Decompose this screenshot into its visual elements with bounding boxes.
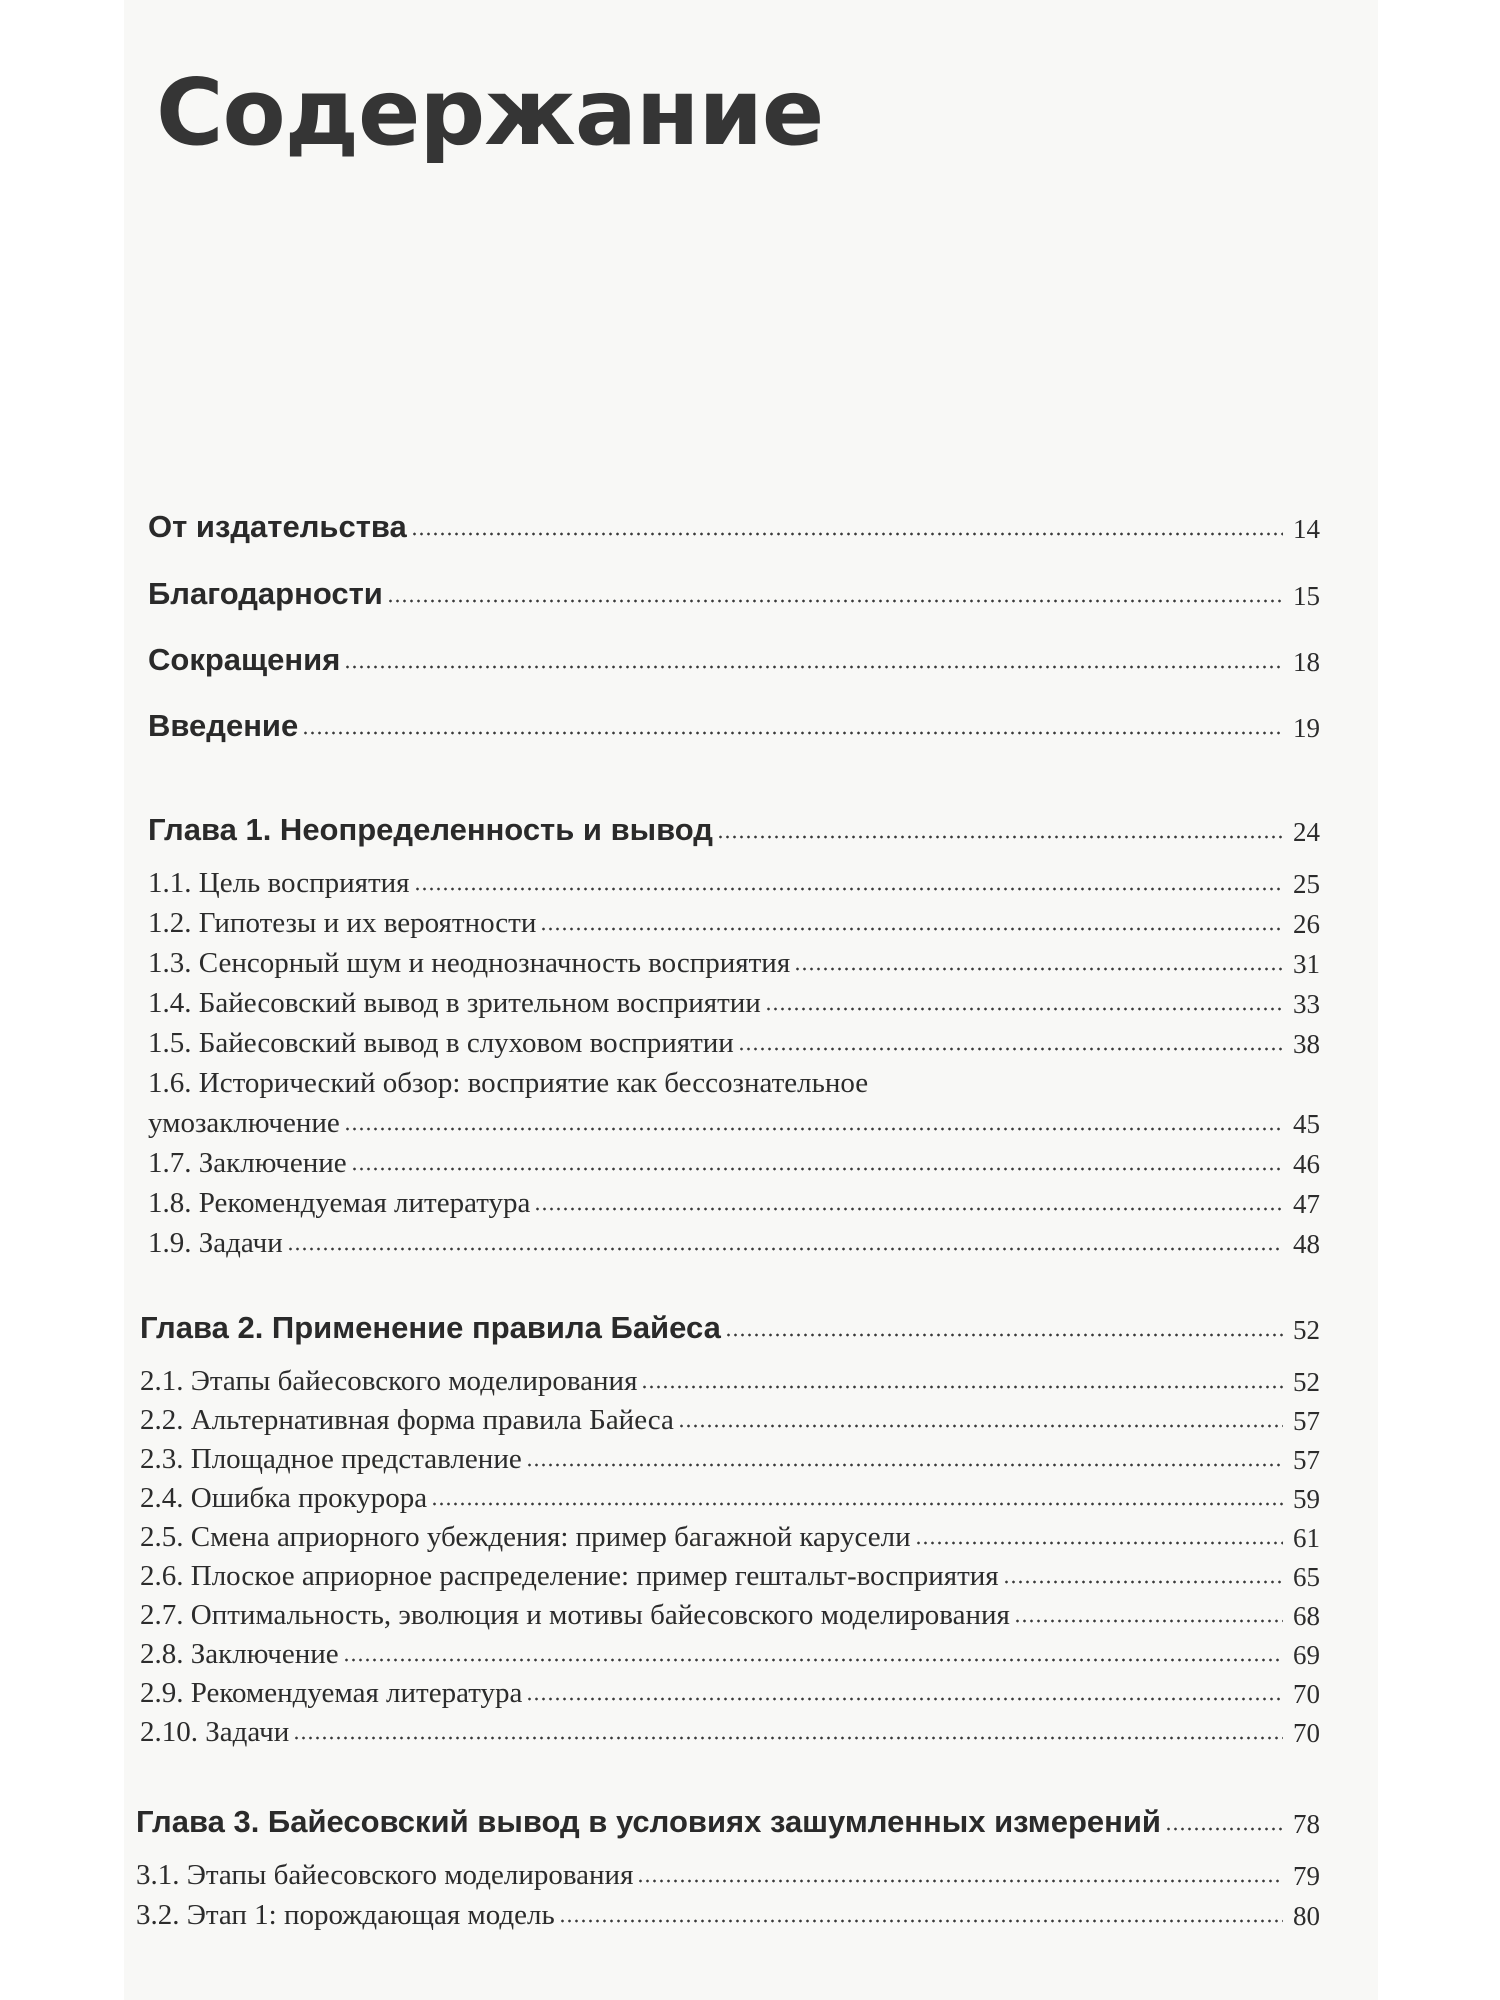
toc-entry-2-8[interactable] <box>140 1631 1320 1671</box>
toc-entry-3-2[interactable] <box>136 1892 1320 1932</box>
toc-entry-1-1[interactable] <box>148 860 1320 900</box>
toc-page-number: 52 <box>1293 1315 1320 1345</box>
dot-leader <box>411 530 1283 538</box>
toc-entry-chapter-1[interactable] <box>148 808 1320 848</box>
toc-entry-label: 2.10. Задачи <box>140 1716 290 1748</box>
toc-page-number: 45 <box>1293 1109 1320 1139</box>
dot-leader <box>526 1461 1283 1469</box>
dot-leader <box>765 1005 1283 1013</box>
dot-leader <box>717 833 1283 841</box>
toc-entry-2-9[interactable] <box>140 1670 1320 1710</box>
dot-leader <box>540 925 1283 933</box>
toc-page-number: 18 <box>1293 647 1320 677</box>
toc-entry-label: Глава 1. Неопределенность и вывод <box>148 812 713 847</box>
dot-leader <box>344 663 1283 671</box>
dot-leader <box>287 1245 1283 1253</box>
toc-page-number: 69 <box>1293 1640 1320 1670</box>
toc-page-number: 47 <box>1293 1189 1320 1219</box>
toc-entry-1-5[interactable] <box>148 1020 1320 1060</box>
toc-entry-label: Глава 2. Применение правила Байеса <box>140 1310 721 1345</box>
toc-entry-1-3[interactable] <box>148 940 1320 980</box>
toc-entry-introduction[interactable] <box>148 704 1320 744</box>
dot-leader <box>1165 1825 1283 1833</box>
toc-page-number: 52 <box>1293 1367 1320 1397</box>
toc-entry-chapter-2[interactable] <box>140 1306 1320 1346</box>
toc-entry-1-9[interactable] <box>148 1220 1320 1260</box>
toc-entry-label: 2.4. Ошибка прокурора <box>140 1482 428 1514</box>
toc-entry-2-6[interactable] <box>140 1553 1320 1593</box>
toc-page-number: 33 <box>1293 989 1320 1019</box>
dot-leader <box>344 1125 1283 1133</box>
toc-entry-1-4[interactable] <box>148 980 1320 1020</box>
toc-page-number: 25 <box>1293 869 1320 899</box>
toc-entry-label: 2.3. Площадное представление <box>140 1443 522 1475</box>
dot-leader <box>351 1165 1283 1173</box>
toc-page-number: 79 <box>1293 1861 1320 1891</box>
toc-entry-publisher[interactable] <box>148 505 1320 545</box>
toc-entry-label: 1.5. Байесовский вывод в слуховом восприятии <box>148 1027 734 1059</box>
toc-page-number: 78 <box>1293 1809 1320 1839</box>
dot-leader <box>343 1656 1283 1664</box>
toc-entry-label: 1.9. Задачи <box>148 1227 283 1259</box>
toc-page-number: 57 <box>1293 1445 1320 1475</box>
toc-entry-1-8[interactable] <box>148 1180 1320 1220</box>
toc-entry-label: 3.2. Этап 1: порождающая модель <box>136 1899 555 1931</box>
toc-entry-label: Сокращения <box>148 642 341 677</box>
toc-page-number: 38 <box>1293 1029 1320 1059</box>
toc-entry-2-1[interactable] <box>140 1358 1320 1398</box>
toc-page-number: 65 <box>1293 1562 1320 1592</box>
toc-entry-label: 3.1. Этапы байесовского моделирования <box>136 1859 634 1891</box>
page-title: Содержание <box>156 59 824 166</box>
toc-entry-label: Благодарности <box>148 576 383 611</box>
toc-entry-label: 2.8. Заключение <box>140 1638 339 1670</box>
toc-entry-label: 2.7. Оптимальность, эволюция и мотивы байесовского моделирования <box>140 1599 1010 1631</box>
toc-page-number: 31 <box>1293 949 1320 979</box>
toc-entry-label: 1.3. Сенсорный шум и неоднозначность восприятия <box>148 947 791 979</box>
dot-leader <box>431 1500 1283 1508</box>
toc-entry-abbreviations[interactable] <box>148 638 1320 678</box>
toc-entry-label: 1.4. Байесовский вывод в зрительном восприятии <box>148 987 761 1019</box>
toc-page-number: 68 <box>1293 1601 1320 1631</box>
toc-page-number: 46 <box>1293 1149 1320 1179</box>
toc-entry-1-2[interactable] <box>148 900 1320 940</box>
toc-entry-label: 2.9. Рекомендуемая литература <box>140 1677 523 1709</box>
toc-entry-2-7[interactable] <box>140 1592 1320 1632</box>
dot-leader <box>641 1383 1283 1391</box>
toc-entry-1-6-line-2[interactable] <box>148 1100 1320 1140</box>
toc-page-number: 59 <box>1293 1484 1320 1514</box>
toc-entry-1-7[interactable] <box>148 1140 1320 1180</box>
toc-entry-2-5[interactable] <box>140 1514 1320 1554</box>
toc-page-number: 19 <box>1293 713 1320 743</box>
dot-leader <box>725 1331 1283 1339</box>
toc-entry-2-4[interactable] <box>140 1475 1320 1515</box>
toc-entry-label: 1.8. Рекомендуемая литература <box>148 1187 531 1219</box>
dot-leader <box>559 1917 1283 1925</box>
toc-entry-label: Введение <box>148 708 299 743</box>
toc-entry-label: Глава 3. Байесовский вывод в условиях зашумленных измерений <box>136 1804 1161 1839</box>
dot-leader <box>387 597 1283 605</box>
dot-leader <box>526 1695 1283 1703</box>
toc-page-number: 57 <box>1293 1406 1320 1436</box>
toc-entry-2-3[interactable] <box>140 1436 1320 1476</box>
dot-leader <box>678 1422 1283 1430</box>
toc-entry-label: 1.2. Гипотезы и их вероятности <box>148 907 537 939</box>
dot-leader <box>293 1734 1283 1742</box>
dot-leader <box>915 1539 1283 1547</box>
toc-entry-chapter-3[interactable] <box>136 1800 1320 1840</box>
dot-leader <box>1014 1617 1283 1625</box>
toc-entry-label: 1.6. Исторический обзор: восприятие как бессознательное <box>148 1067 869 1099</box>
toc-page-number: 70 <box>1293 1679 1320 1709</box>
toc-entry-label: 1.1. Цель восприятия <box>148 867 410 899</box>
toc-entry-acknowledgements[interactable] <box>148 572 1320 612</box>
toc-entry-label: 1.7. Заключение <box>148 1147 347 1179</box>
toc-page-number: 15 <box>1293 581 1320 611</box>
toc-entry-label: 2.1. Этапы байесовского моделирования <box>140 1365 638 1397</box>
toc-page-number: 80 <box>1293 1901 1320 1931</box>
toc-entry-3-1[interactable] <box>136 1852 1320 1892</box>
dot-leader <box>637 1877 1283 1885</box>
dot-leader <box>302 729 1283 737</box>
dot-leader <box>534 1205 1283 1213</box>
toc-page-number: 14 <box>1293 514 1320 544</box>
dot-leader <box>738 1045 1283 1053</box>
toc-page-number: 61 <box>1293 1523 1320 1553</box>
toc-page-number: 26 <box>1293 909 1320 939</box>
toc-entry-1-6-line-1[interactable] <box>148 1060 1148 1100</box>
dot-leader <box>1003 1578 1283 1586</box>
dot-leader <box>414 885 1283 893</box>
toc-entry-label: 2.2. Альтернативная форма правила Байеса <box>140 1404 674 1436</box>
toc-entry-2-10[interactable] <box>140 1709 1320 1749</box>
toc-page-number: 24 <box>1293 817 1320 847</box>
toc-entry-label-continued: умозаключение <box>148 1107 340 1139</box>
toc-entry-label: От издательства <box>148 509 407 544</box>
toc-entry-label: 2.5. Смена априорного убеждения: пример багажной карусели <box>140 1521 911 1553</box>
dot-leader <box>794 965 1283 973</box>
toc-entry-label: 2.6. Плоское априорное распределение: пример гештальт-восприятия <box>140 1560 999 1592</box>
toc-page-number: 70 <box>1293 1718 1320 1748</box>
toc-entry-2-2[interactable] <box>140 1397 1320 1437</box>
toc-page-number: 48 <box>1293 1229 1320 1259</box>
